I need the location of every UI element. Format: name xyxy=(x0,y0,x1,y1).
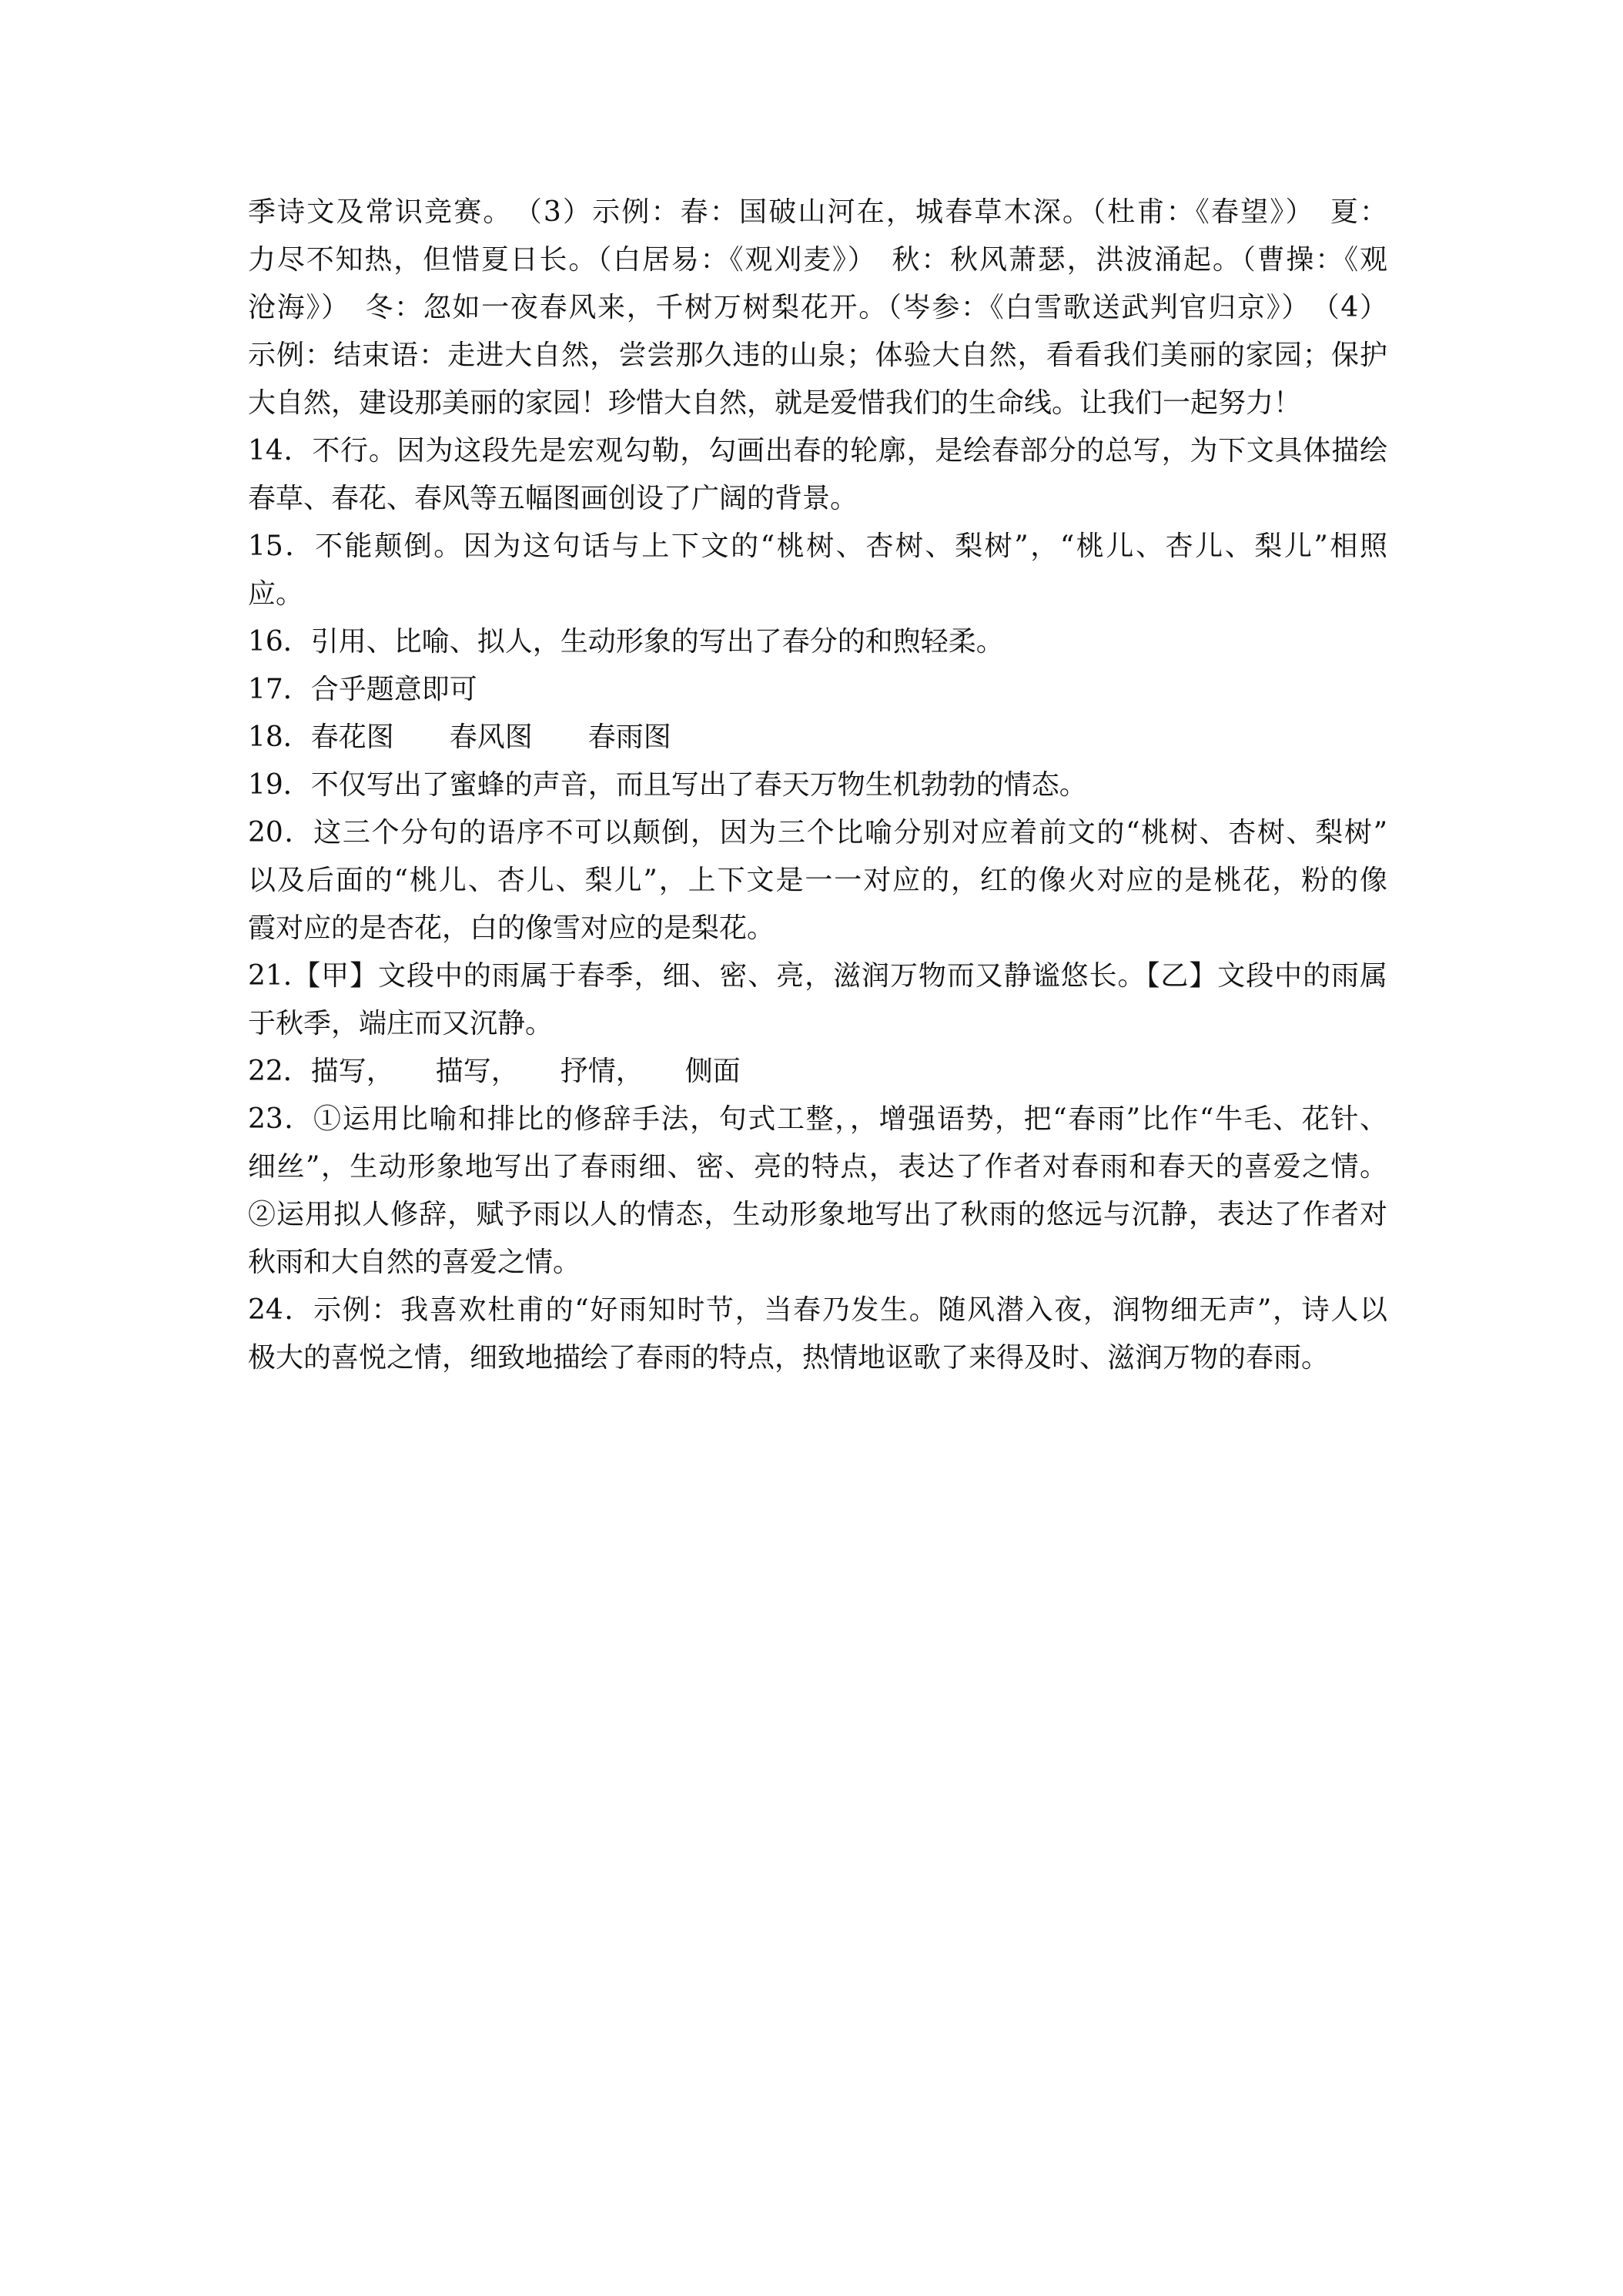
text-line: 春草、春花、春风等五幅图画创设了广阔的背景。 xyxy=(248,483,858,514)
text-line: 24．示例：我喜欢杜甫的“好雨知时节，当春乃发生。随风潜入夜，润物细无声”，诗人以 xyxy=(248,1294,1387,1326)
text-line: 于秋季，端庄而又沉静。 xyxy=(248,1008,554,1039)
text-line: 14．不行。因为这段先是宏观勾勒，勾画出春的轮廓，是绘春部分的总写，为下文具体描绘 xyxy=(248,435,1387,467)
paragraph-answer-14 xyxy=(248,427,1387,523)
text-line: ②运用拟人修辞，赋予雨以人的情态，生动形象地写出了秋雨的悠远与沉静，表达了作者对 xyxy=(248,1199,1387,1230)
paragraph-answer-13-cont xyxy=(248,189,1387,427)
text-line: 18．春花图 春风图 春雨图 xyxy=(248,721,671,753)
text-line: 沧海》） 冬：忽如一夜春风来，千树万树梨花开。（岑参：《白雪歌送武判官归京》） （4） xyxy=(248,292,1387,323)
text-line: 应。 xyxy=(248,578,304,610)
paragraph-answer-17 xyxy=(248,666,1387,714)
paragraph-answer-21 xyxy=(248,952,1387,1048)
text-line: 季诗文及常识竞赛。 （3）示例：春：国破山河在，城春草木深。（杜甫：《春望》） 夏： xyxy=(248,196,1387,228)
paragraph-answer-15 xyxy=(248,523,1387,618)
text-line: 秋雨和大自然的喜爱之情。 xyxy=(248,1247,581,1278)
document-body xyxy=(248,189,1387,1382)
text-line: 细丝”，生动形象地写出了春雨细、密、亮的特点，表达了作者对春雨和春天的喜爱之情。 xyxy=(248,1151,1387,1183)
text-line: 霞对应的是杏花，白的像雪对应的是梨花。 xyxy=(248,912,775,944)
text-line: 15．不能颠倒。因为这句话与上下文的“桃树、杏树、梨树”，“桃儿、杏儿、梨儿”相照 xyxy=(248,530,1387,562)
paragraph-answer-22 xyxy=(248,1048,1387,1096)
paragraph-answer-19 xyxy=(248,761,1387,809)
text-line: 大自然，建设那美丽的家园！珍惜大自然，就是爱惜我们的生命线。让我们一起努力！ xyxy=(248,387,1302,419)
text-line: 17．合乎题意即可 xyxy=(248,674,477,705)
paragraph-answer-20 xyxy=(248,809,1387,952)
text-line: 以及后面的“桃儿、杏儿、梨儿”，上下文是一一对应的，红的像火对应的是桃花，粉的像 xyxy=(248,865,1387,896)
text-line: 19．不仅写出了蜜蜂的声音，而且写出了春天万物生机勃勃的情态。 xyxy=(248,769,1087,801)
text-line: 23．①运用比喻和排比的修辞手法，句式工整，，增强语势，把“春雨”比作“牛毛、花针、 xyxy=(248,1103,1387,1135)
text-line: 示例：结束语：走进大自然，尝尝那久违的山泉；体验大自然，看看我们美丽的家园；保护 xyxy=(248,340,1387,371)
text-line: 16．引用、比喻、拟人，生动形象的写出了春分的和煦轻柔。 xyxy=(248,626,1004,658)
text-line: 22．描写， 描写， 抒情， 侧面 xyxy=(248,1056,741,1087)
text-line: 21.【甲】文段中的雨属于春季，细、密、亮，滋润万物而又静谧悠长。【乙】文段中的雨属 xyxy=(248,960,1387,992)
text-line: 力尽不知热，但惜夏日长。（白居易：《观刈麦》） 秋：秋风萧瑟，洪波涌起。（曹操：《观 xyxy=(248,244,1387,276)
paragraph-answer-18 xyxy=(248,714,1387,761)
text-line: 极大的喜悦之情，细致地描绘了春雨的特点，热情地讴歌了来得及时、滋润万物的春雨。 xyxy=(248,1342,1330,1374)
paragraph-answer-16 xyxy=(248,618,1387,666)
text-line: 20．这三个分句的语序不可以颠倒，因为三个比喻分别对应着前文的“桃树、杏树、梨树” xyxy=(248,817,1387,848)
paragraph-answer-24 xyxy=(248,1287,1387,1382)
paragraph-answer-23 xyxy=(248,1096,1387,1287)
